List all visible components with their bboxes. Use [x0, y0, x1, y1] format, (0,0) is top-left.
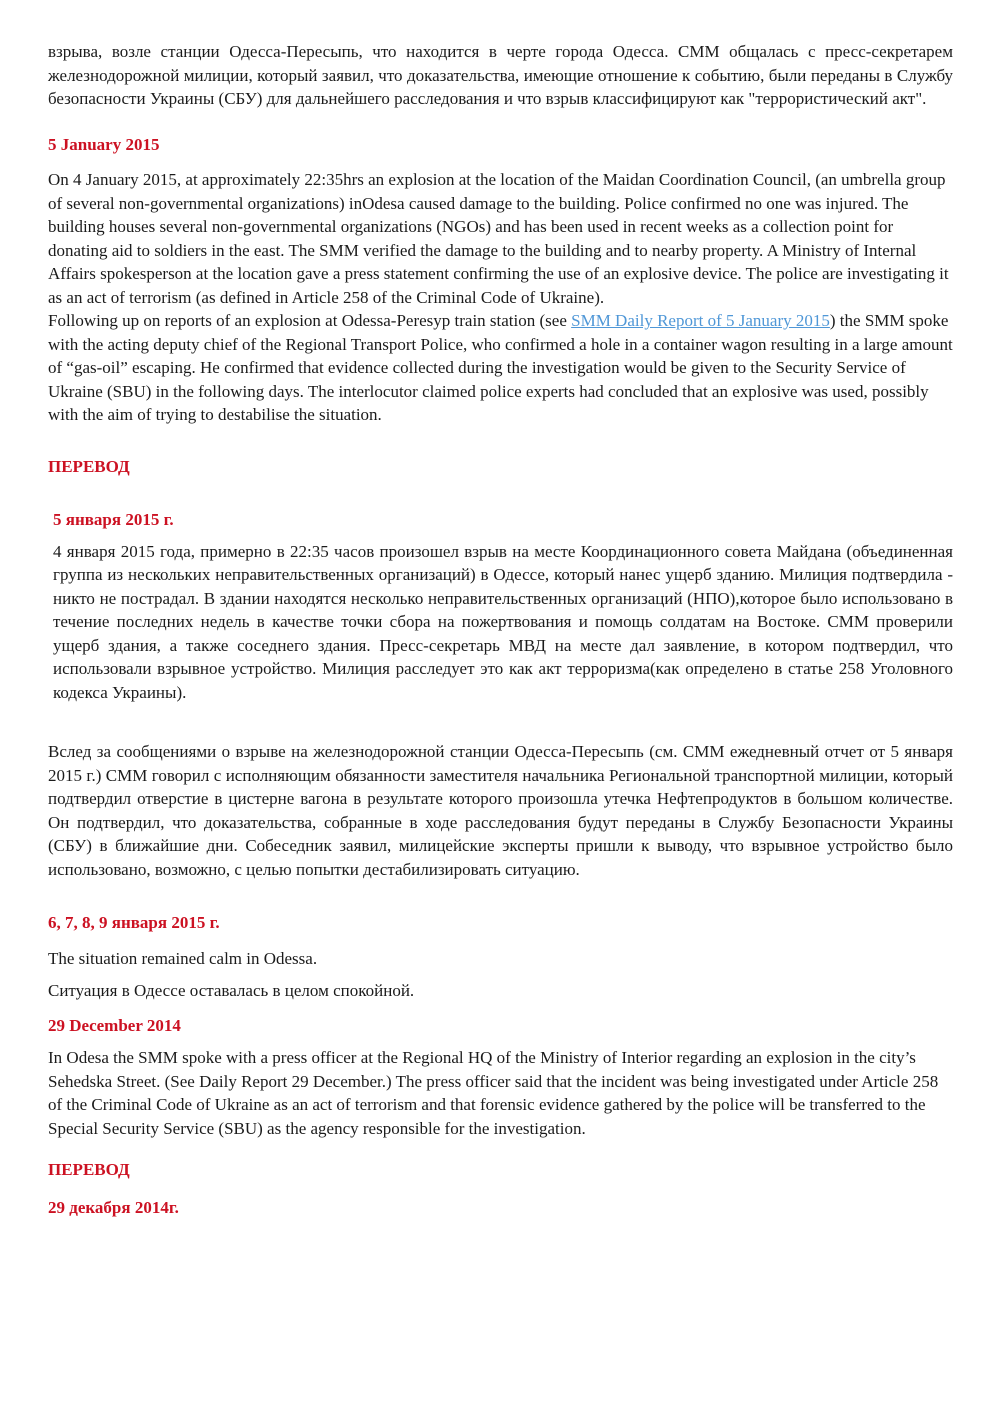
date-heading-29-december-2014: 29 December 2014 [48, 1015, 181, 1035]
smm-daily-report-link[interactable]: SMM Daily Report of 5 January 2015 [571, 311, 830, 330]
followup-after-link-text: ) the SMM spoke with the acting deputy chief of the Regional Transport Police, who confirmed a hole in a container wagon resulting in a large amount of “gas-oil” escaping. He confirmed that evidence collected during the investigation would be given to the Security Service of Ukraine (SBU) in the following days. The interlocutor claimed police experts had concluded that an explosive was used, possibly with the aim of trying to destabilise the situation. [48, 311, 953, 424]
continued-paragraph-ru: взрыва, возле станции Одесса-Пересыпь, что находится в черте города Одесса. СММ общалась с пресс-секретарем железнодорожной милиции, который заявил, что доказательства, имеющие отношение к событию, были переданы в Службу безопасности Украины (СБУ) для дальнейшего расследования и что взрыв классифицируют как "террористический акт". [48, 42, 953, 108]
paragraph-followup-en [48, 309, 953, 427]
paragraph-jan5-report-en: On 4 January 2015, at approximately 22:35hrs an explosion at the location of the Maidan Coordination Council, (an umbrella group of several non-governmental organizations) inOdesa caused damage to the building. Police confirmed no one was injured. The building houses several non-governmental organizations (NGOs) and has been used in recent weeks as a collection point for donating aid to soldiers in the east. The SMM verified the damage to the building and to nearby property. A Ministry of Internal Affairs spokesperson at the location gave a press statement confirming the use of an explosive device. The police are investigating it as an act of terrorism (as defined in Article 258 of the Criminal Code of Ukraine). [48, 170, 949, 307]
paragraph-calm-ru: Ситуация в Одессе оставалась в целом спокойной. [48, 981, 415, 1000]
date-heading-6-7-8-9-january-2015-ru: 6, 7, 8, 9 января 2015 г. [48, 913, 220, 932]
paragraph-jan5-report-ru: 4 января 2015 года, примерно в 22:35 часов произошел взрыв на месте Координационного совета Майдана (объединенная группа из нескольких неправительственных организаций) в Одессе, который нанес ущерб зданию. Милиция подтвердила - никто не пострадал. В здании находятся несколько неправительственных организаций (НПО),которое было использовано в течение последних недель в качестве точки сбора на пожертвования и помощь солдатам на Востоке. СММ проверили ущерб здания, а также соседнего здания. Пресс-секретарь МВД на месте дал заявление, в котором подтвердил, что использовали взрывное устройство. Милиция расследует это как акт терроризма(как определено в статье 258 Уголовного кодекса Украины). [53, 541, 953, 702]
paragraph-calm-en: The situation remained calm in Odessa. [48, 948, 318, 968]
date-heading-5-january-2015: 5 January 2015 [48, 134, 160, 154]
date-heading-5-january-2015-ru: 5 января 2015 г. [53, 510, 174, 529]
heading-perevod: ПЕРЕВОД [48, 456, 130, 476]
date-heading-29-december-2014-ru: 29 декабря 2014г. [48, 1197, 179, 1217]
paragraph-followup-ru: Вслед за сообщениями о взрыве на железнодорожной станции Одесса-Пересыпь (см. СММ ежедневный отчет от 5 января 2015 г.) СММ говорил с исполняющим обязанности заместителя начальника Региональной транспортной милиции, который подтвердил отверстие в цистерне вагона в результате которого произошла утечка Нефтепродуктов в большом количестве. Он подтвердил, что доказательства, собранные в ходе расследования будут переданы в Службу Безопасности Украины (СБУ) в ближайшие дни. Собеседник заявил, милицейские эксперты пришли к выводу, что взрывное устройство было использовано, возможно, с целью попытки дестабилизировать ситуацию. [48, 742, 953, 879]
heading-perevod-2: ПЕРЕВОД [48, 1160, 130, 1179]
followup-before-link-text: Following up on reports of an explosion at Odessa-Peresyp train station (see [48, 311, 572, 330]
paragraph-dec29-report-en: In Odesa the SMM spoke with a press officer at the Regional HQ of the Ministry of Interior regarding an explosion in the city’s Sehedska Street. (See Daily Report 29 December.) The press officer said that the incident was being investigated under Article 258 of the Criminal Code of Ukraine as an act of terrorism and that forensic evidence gathered by the police will be transferred to the Special Security Service (SBU) as the agency responsible for the investigation. [48, 1048, 939, 1138]
